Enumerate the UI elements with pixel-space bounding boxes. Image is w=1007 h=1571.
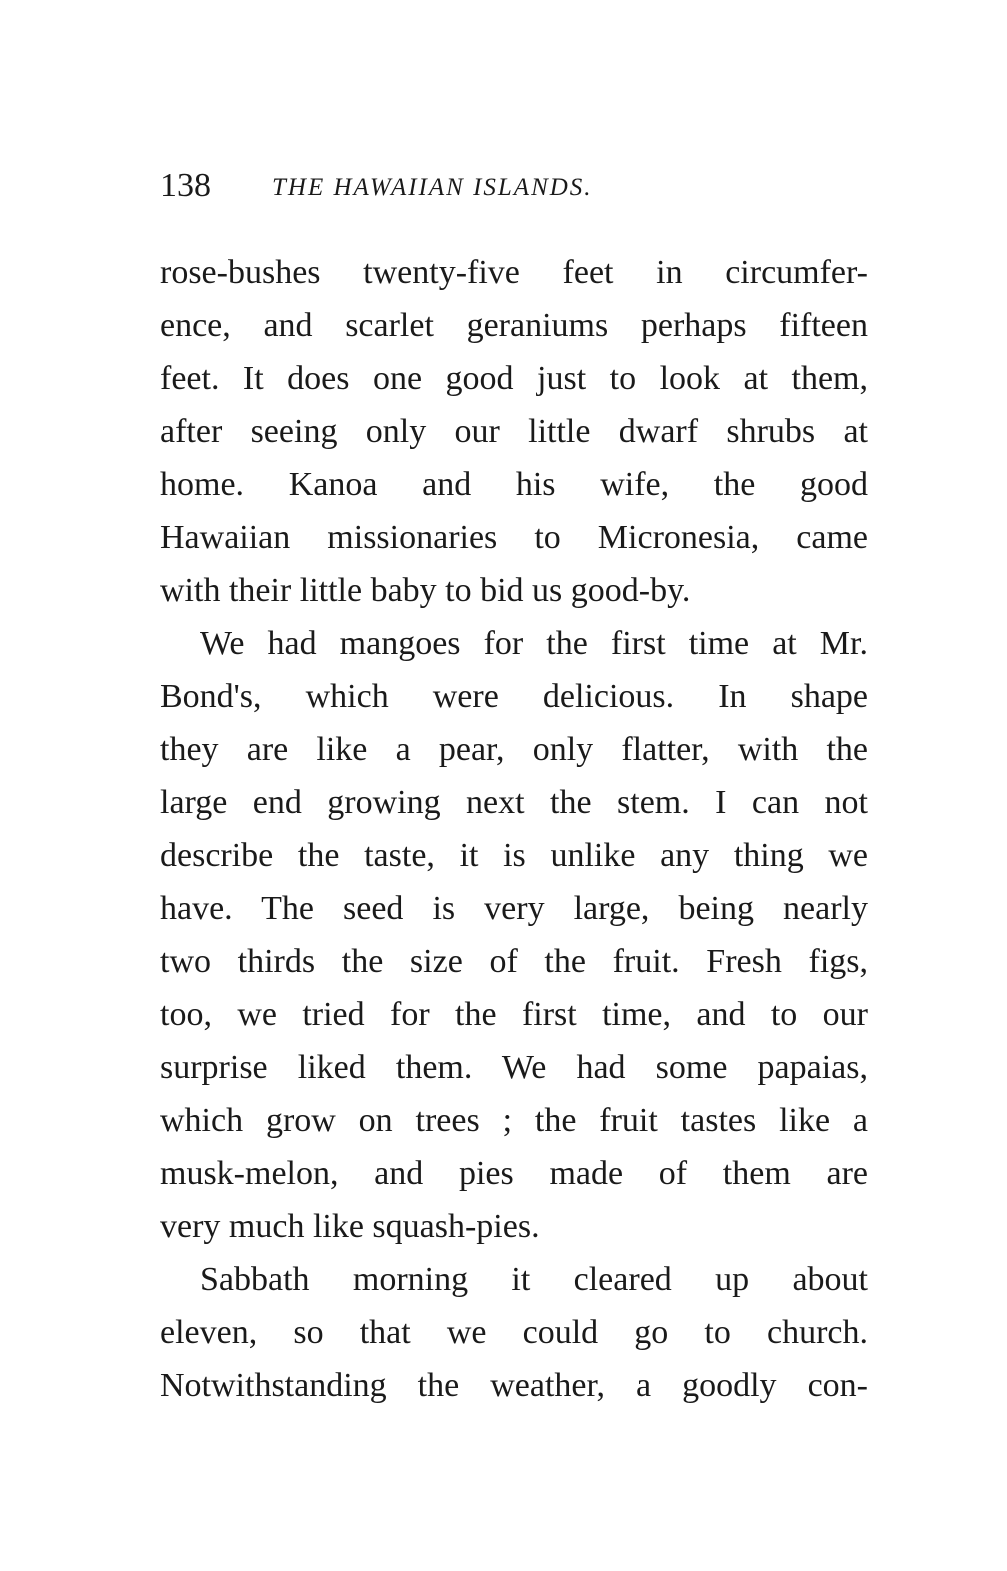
text-line: Hawaiian missionaries to Micronesia, came	[160, 519, 868, 556]
text-line: We had mangoes for the first time at Mr.	[200, 625, 868, 662]
text-line: with their little baby to bid us good-by.	[160, 572, 691, 609]
text-line: describe the taste, it is unlike any thing we	[160, 837, 868, 874]
text-line: Notwithstanding the weather, a goodly con-	[160, 1367, 868, 1404]
page-number: 138	[160, 167, 211, 204]
text-line: musk-melon, and pies made of them are	[160, 1155, 868, 1192]
text-line: after seeing only our little dwarf shrubs at	[160, 413, 868, 450]
body-text	[160, 246, 868, 1412]
text-line: which grow on trees ; the fruit tastes like a	[160, 1102, 868, 1139]
text-line: home. Kanoa and his wife, the good	[160, 466, 868, 503]
running-head	[160, 166, 860, 206]
text-line: large end growing next the stem. I can not	[160, 784, 868, 821]
text-line: two thirds the size of the fruit. Fresh figs,	[160, 943, 868, 980]
text-line: Sabbath morning it cleared up about	[200, 1261, 868, 1298]
text-line: ence, and scarlet geraniums perhaps fifteen	[160, 307, 868, 344]
text-line: surprise liked them. We had some papaias,	[160, 1049, 868, 1086]
text-line: Bond's, which were delicious. In shape	[160, 678, 868, 715]
text-line: too, we tried for the first time, and to our	[160, 996, 868, 1033]
text-line: very much like squash-pies.	[160, 1208, 540, 1245]
text-line: they are like a pear, only flatter, with the	[160, 731, 868, 768]
paragraph-3	[160, 1253, 868, 1412]
text-line: rose-bushes twenty-five feet in circumfer-	[160, 254, 868, 291]
running-title: THE HAWAIIAN ISLANDS.	[272, 174, 593, 201]
paragraph-2	[160, 617, 868, 1253]
text-line: eleven, so that we could go to church.	[160, 1314, 868, 1351]
paragraph-1	[160, 246, 868, 617]
text-line: feet. It does one good just to look at them,	[160, 360, 868, 397]
text-line: have. The seed is very large, being nearly	[160, 890, 868, 927]
